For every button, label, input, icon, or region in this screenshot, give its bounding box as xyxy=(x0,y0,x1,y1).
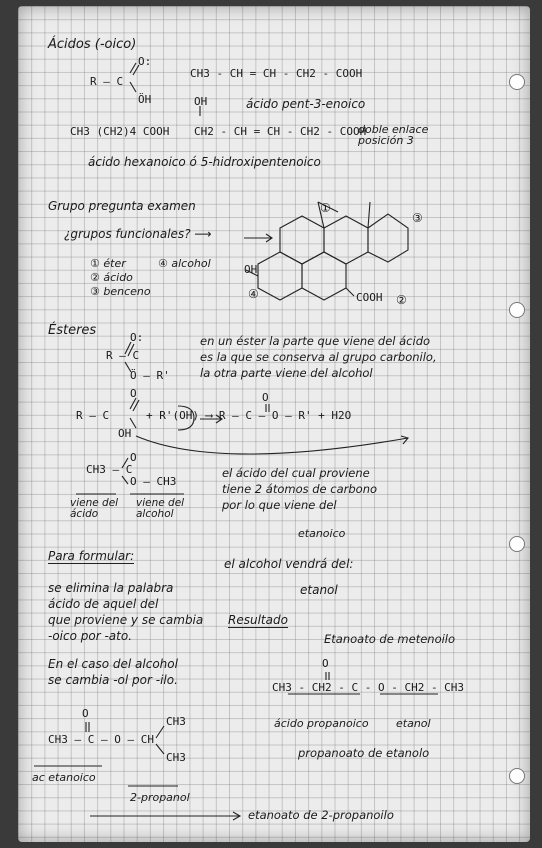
acid-chain2: CH2 - CH = CH - CH2 - COOH xyxy=(194,125,367,138)
reaction-right: + R'(OH) ⟶ R – C – O – R' + H2O xyxy=(146,409,352,422)
last-ch3b: CH3 xyxy=(166,751,186,764)
example-och3: O – CH3 xyxy=(130,475,177,488)
last-o: O xyxy=(82,707,89,720)
ester-or: Ö – R' xyxy=(130,369,170,382)
result-formula: CH3 - CH2 - C - O - CH2 - CH3 xyxy=(272,681,465,694)
mark-1: ① xyxy=(320,201,331,215)
acid-names2: ácido hexanoico ó 5-hidroxipentenoico xyxy=(88,155,321,169)
rule-1: se elimina la palabra xyxy=(48,581,174,595)
example-label-alcohol: viene del alcohol xyxy=(136,497,185,520)
reaction-oh: OH xyxy=(118,427,132,440)
legend-ether: ① éter xyxy=(90,257,126,270)
ester-explain-1: en un éster la parte que viene del ácido xyxy=(200,334,431,348)
example-note-3: por lo que viene del xyxy=(222,498,337,512)
formulate-heading: Para formular: xyxy=(48,549,135,563)
rule-3: que proviene y se cambia xyxy=(48,613,204,627)
exam-question-1: Grupo pregunta examen xyxy=(48,199,196,213)
esters-heading: Ésteres xyxy=(48,323,97,338)
ester-o: O: xyxy=(130,331,144,344)
alcohol-value: etanol xyxy=(300,583,338,597)
exam-question-2: ¿grupos funcionales? ⟶ xyxy=(64,227,212,241)
result-final: propanoato de etanolo xyxy=(298,746,430,760)
rule-2: ácido de aquel del xyxy=(48,597,159,611)
rule-4: -oico por -ato. xyxy=(48,629,133,643)
acid-r: R – C xyxy=(90,75,124,88)
result-o: O xyxy=(322,657,329,670)
example-note-1: el ácido del cual proviene xyxy=(222,466,370,480)
acid-oh: ÖH xyxy=(138,93,152,106)
last-result: etanoato de 2-propanoilo xyxy=(248,808,394,822)
example-note-4: etanoico xyxy=(298,527,346,540)
legend-acid: ② ácido xyxy=(90,271,133,284)
mark-4: ④ xyxy=(248,287,259,301)
acid-name1: ácido pent-3-enoico xyxy=(246,97,366,111)
mark-2: ② xyxy=(396,293,407,307)
reaction-o1: O xyxy=(130,387,137,400)
last-acid: ac etanoico xyxy=(32,771,96,784)
last-alcohol: 2-propanol xyxy=(130,791,190,804)
alcohol-case-2: se cambia -ol por -ilo. xyxy=(48,673,178,687)
legend-benzene: ③ benceno xyxy=(90,285,151,298)
legend-alcohol: ④ alcohol xyxy=(158,257,211,270)
skeleton-cooh: COOH xyxy=(356,291,383,304)
ester-explain-2: es la que se conserva al grupo carbonilo, xyxy=(200,350,437,364)
reaction-left: R – C xyxy=(76,409,110,422)
result-label: Resultado xyxy=(228,613,288,627)
last-formula: CH3 – C – O – CH xyxy=(48,733,154,746)
example-formula: CH3 – C xyxy=(86,463,133,476)
mark-3: ③ xyxy=(412,211,423,225)
acids-heading: Ácidos (-oico) xyxy=(48,37,137,52)
acid-chain: CH3 - CH = CH - CH2 - COOH xyxy=(190,67,363,80)
acid-hexanoic: CH3 (CH2)4 COOH xyxy=(70,125,170,138)
last-ch3a: CH3 xyxy=(166,715,186,728)
alcohol-heading: el alcohol vendrá del: xyxy=(224,557,354,571)
result-name: Etanoato de metenoilo xyxy=(324,632,456,646)
result-acid: ácido propanoico xyxy=(274,717,369,730)
example-o: O xyxy=(130,451,137,464)
acid-note: doble enlace posición 3 xyxy=(358,123,429,147)
notebook-page xyxy=(18,6,530,842)
alcohol-case-1: En el caso del alcohol xyxy=(48,657,178,671)
reaction-o2: O xyxy=(262,391,269,404)
example-label-acid: viene del ácido xyxy=(70,497,119,520)
acid-o: O: xyxy=(138,55,152,68)
ester-explain-3: la otra parte viene del alcohol xyxy=(200,366,373,380)
skeleton-oh: OH xyxy=(244,263,258,276)
acid-oh2: OH xyxy=(194,95,208,108)
result-alcohol: etanol xyxy=(396,717,431,730)
example-note-2: tiene 2 átomos de carbono xyxy=(222,482,378,496)
ester-r: R – C xyxy=(106,349,140,362)
